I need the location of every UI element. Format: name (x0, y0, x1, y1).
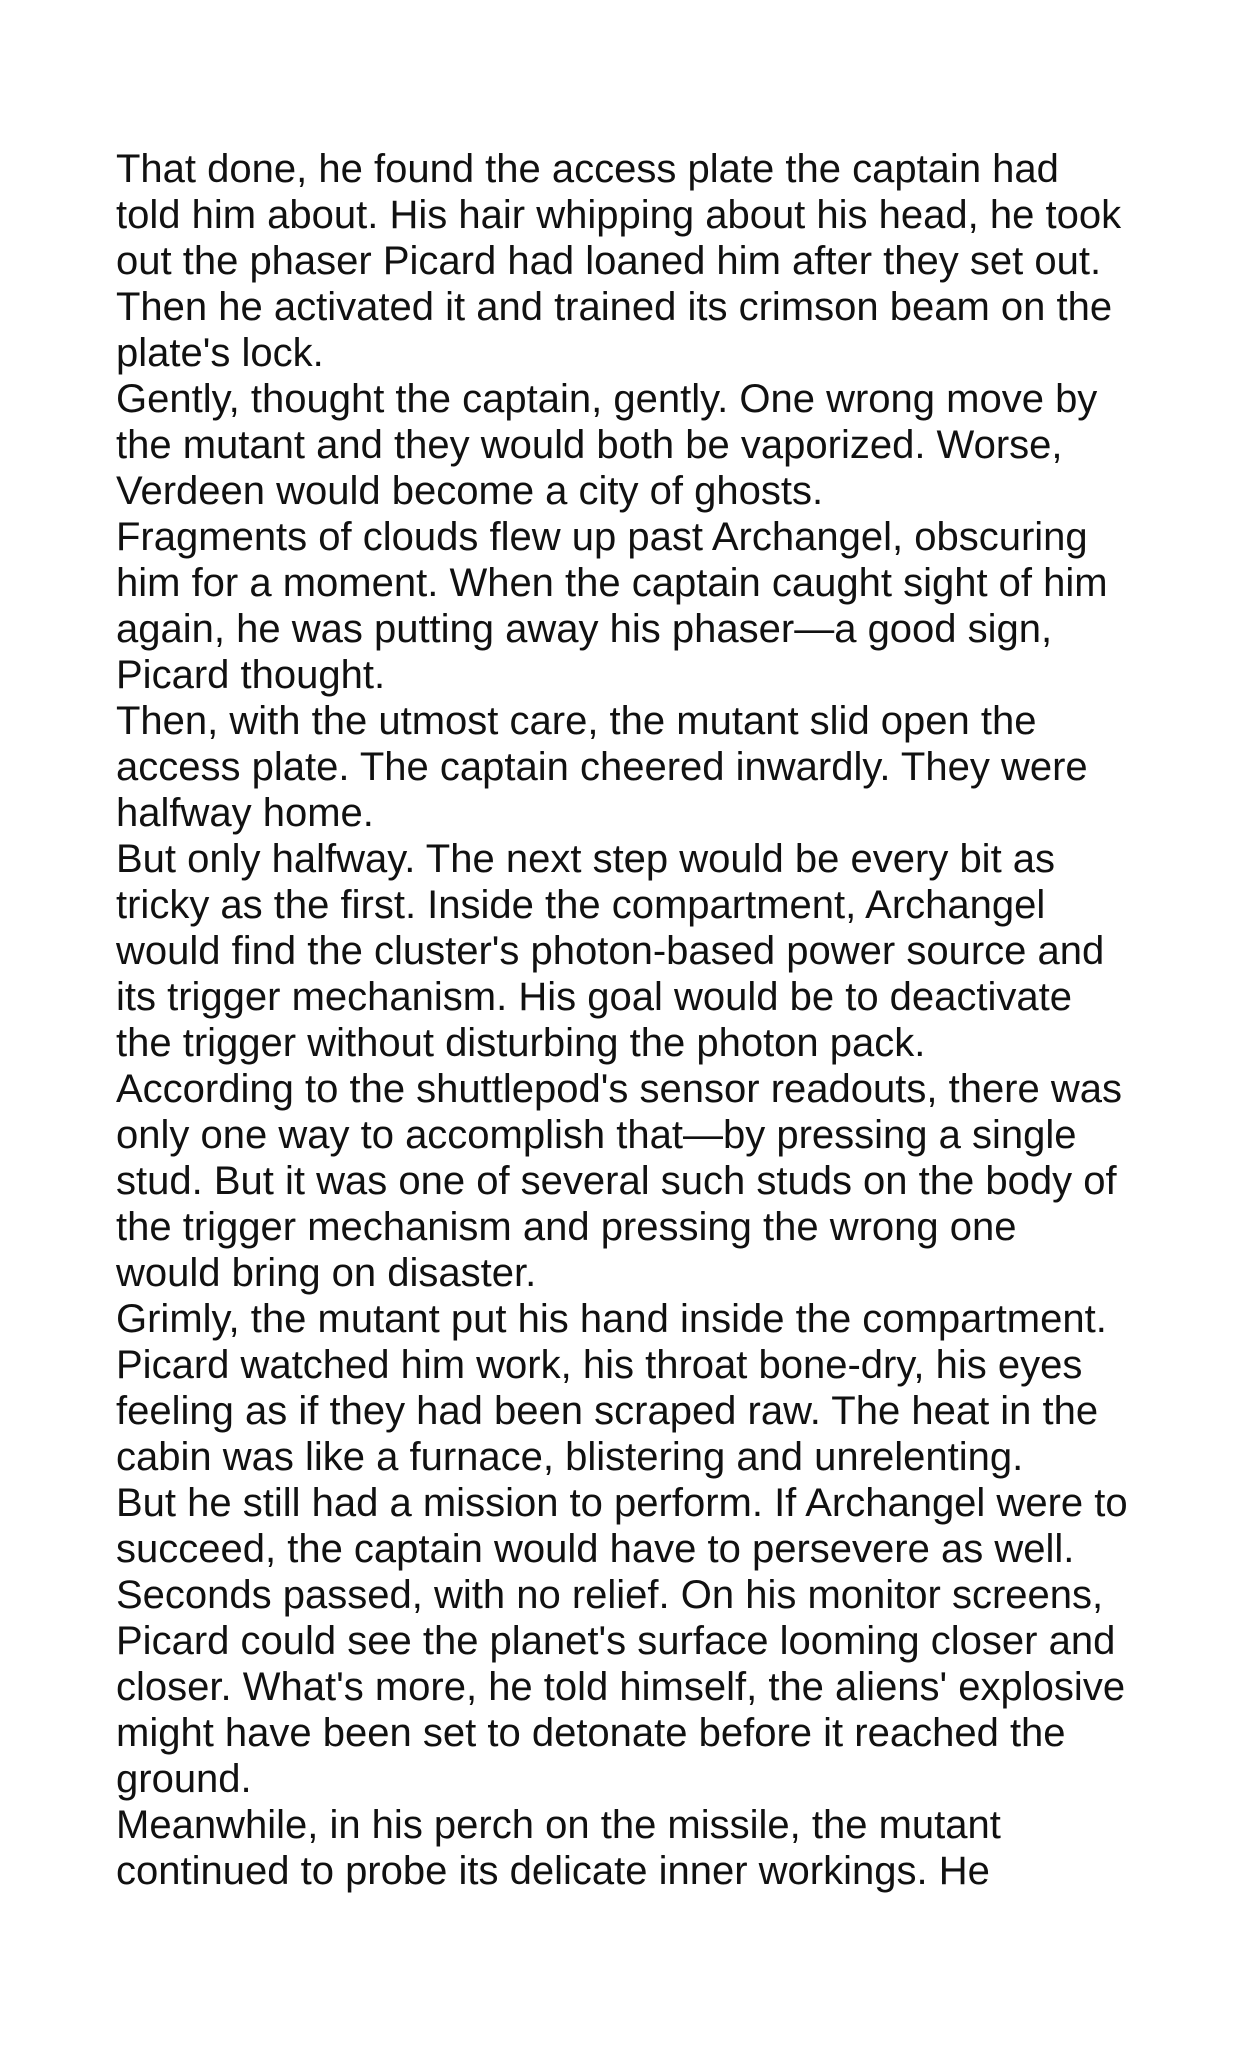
text-line: might have been set to detonate before it reached the (116, 1711, 1066, 1755)
paragraph (116, 1572, 1146, 1802)
text-line: Then, with the utmost care, the mutant slid open the (116, 699, 1037, 743)
paragraph (116, 1802, 1146, 1894)
text-line: Gently, thought the captain, gently. One wrong move by (116, 377, 1098, 421)
text-line: halfway home. (116, 791, 374, 835)
text-line: again, he was putting away his phaser—a good sign, (116, 607, 1053, 651)
text-line: Then he activated it and trained its crimson beam on the (116, 285, 1113, 329)
text-line: out the phaser Picard had loaned him after they set out. (116, 239, 1102, 283)
paragraph (116, 1296, 1146, 1480)
text-line: But only halfway. The next step would be every bit as (116, 837, 1056, 881)
text-line: its trigger mechanism. His goal would be to deactivate (116, 975, 1073, 1019)
text-line: succeed, the captain would have to persevere as well. (116, 1527, 1075, 1571)
text-line: Picard watched him work, his throat bone-dry, his eyes (116, 1343, 1083, 1387)
text-line: That done, he found the access plate the captain had (116, 147, 1059, 191)
text-line: would bring on disaster. (116, 1251, 537, 1295)
text-line: But he still had a mission to perform. If Archangel were to (116, 1481, 1128, 1525)
text-line: told him about. His hair whipping about his head, he took (116, 193, 1122, 237)
text-line: him for a moment. When the captain caught sight of him (116, 561, 1108, 605)
paragraph (116, 1066, 1146, 1296)
text-line: ground. (116, 1757, 252, 1801)
text-line: access plate. The captain cheered inwardly. They were (116, 745, 1088, 789)
paragraph (116, 514, 1146, 698)
text-line: tricky as the first. Inside the compartment, Archangel (116, 883, 1046, 927)
text-line: only one way to accomplish that—by pressing a single (116, 1113, 1077, 1157)
text-line: Picard thought. (116, 653, 386, 697)
text-line: Verdeen would become a city of ghosts. (116, 469, 824, 513)
paragraph (116, 146, 1146, 376)
text-line: the mutant and they would both be vaporized. Worse, (116, 423, 1063, 467)
text-line: Grimly, the mutant put his hand inside the compartment. (116, 1297, 1107, 1341)
paragraph (116, 836, 1146, 1066)
text-line: Seconds passed, with no relief. On his monitor screens, (116, 1573, 1104, 1617)
paragraph (116, 1480, 1146, 1572)
text-line: According to the shuttlepod's sensor readouts, there was (116, 1067, 1122, 1111)
text-line: the trigger mechanism and pressing the wrong one (116, 1205, 1017, 1249)
paragraph (116, 376, 1146, 514)
text-line: continued to probe its delicate inner workings. He (116, 1849, 990, 1893)
text-line: Picard could see the planet's surface looming closer and (116, 1619, 1116, 1663)
text-line: stud. But it was one of several such studs on the body of (116, 1159, 1117, 1203)
text-line: would find the cluster's photon-based power source and (116, 929, 1105, 973)
text-line: cabin was like a furnace, blistering and unrelenting. (116, 1435, 1024, 1479)
page-body (116, 146, 1146, 1894)
text-line: Fragments of clouds flew up past Archangel, obscuring (116, 515, 1088, 559)
paragraph (116, 698, 1146, 836)
text-line: Meanwhile, in his perch on the missile, the mutant (116, 1803, 1001, 1847)
text-line: closer. What's more, he told himself, the aliens' explosive (116, 1665, 1126, 1709)
text-line: plate's lock. (116, 331, 324, 375)
text-line: feeling as if they had been scraped raw. The heat in the (116, 1389, 1099, 1433)
text-line: the trigger without disturbing the photon pack. (116, 1021, 926, 1065)
